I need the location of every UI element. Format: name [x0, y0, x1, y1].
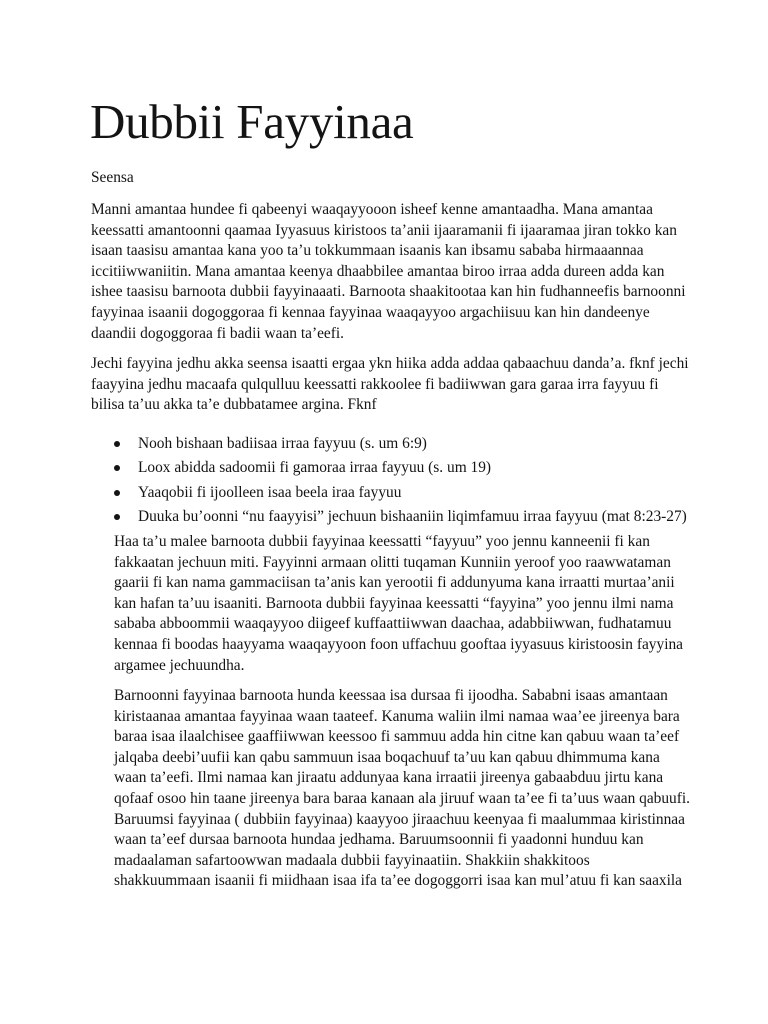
paragraph-line: madaalaman safartoowwan madaala dubbii fayyinaatiin. Shakkiin shakkitoos	[114, 851, 590, 869]
paragraph-line: Manni amantaa hundee fi qabeenyi waaqayyooon isheef kenne amantaadha. Mana amantaa	[91, 201, 653, 218]
bullet-icon	[114, 490, 120, 496]
paragraph-meaning	[91, 354, 701, 416]
paragraph-line: daandii dogoggoraa fi badii waan ta’eefi.	[91, 324, 344, 342]
paragraph-line: isaan taasisu amantaa kana yoo ta’u tokkummaan isaanis kan ibsamu sababa hirmaaannaa	[91, 242, 644, 260]
bullet-icon	[114, 514, 120, 520]
paragraph-line: Barnoonni fayyinaa barnoota hunda keessaa isa dursaa fi ijoodha. Sababni isaas amantaan	[114, 687, 668, 704]
paragraph-salvation-definition	[114, 532, 704, 676]
list-item	[114, 481, 687, 505]
bullet-icon	[114, 465, 120, 471]
bullet-icon	[114, 441, 120, 447]
paragraph-line: fakkaatan jechuun miti. Fayyinni armaan olitti tuqaman Kunniin yeroof yoo raawwataman	[114, 553, 671, 571]
paragraph-line: kan hafan ta’uu isaaniti. Barnoota dubbii fayyinaa keessatti “fayyina” yoo jennu ilmi nama	[114, 594, 674, 612]
paragraph-line: kiristaanaa amantaa fayyinaa waan taateef. Kanuma waliin ilmi namaa waa’ee jireenya bara	[114, 707, 680, 725]
paragraph-importance	[114, 686, 704, 892]
list-item	[114, 432, 687, 456]
list-item-text: Loox abidda sadoomii fi gamoraa irraa fayyuu (s. um 19)	[138, 459, 492, 477]
paragraph-line: bilisa ta’uu akka ta’e dubbatamee argina. Fknf	[91, 396, 377, 414]
list-item-text: Nooh bishaan badiisaa irraa fayyuu (s. um 6:9)	[138, 435, 427, 452]
section-heading: Seensa	[91, 169, 134, 186]
paragraph-line: faayyina jedhu macaafa qulqulluu keessatti rakkoolee fi badiiwwan gara garaa irra fayyuu fi	[91, 375, 659, 393]
paragraph-line: jalqaba deebi’uufii kan qabu sammuun isaa boqachuuf ta’uu kan qabuu dhimmuma kana	[114, 748, 660, 766]
paragraph-line: fayyinaa isaanii dogoggoraa fi kennaa fayyinaa waaqayyoo argachiisuu kan hin dandeenye	[91, 303, 650, 321]
document-title: Dubbii Fayyinaa	[90, 94, 414, 149]
paragraph-line: qofaaf osoo hin taane jireenya bara baraa kanaan ala jiruuf waan ta’ee fi ta’uus waan qabuufi.	[114, 789, 691, 807]
list-item	[114, 456, 687, 480]
paragraph-intro	[91, 200, 701, 344]
paragraph-line: ishee taasisu barnoota dubbii fayyinaaati. Barnoota shaakitootaa kan hin fudhanneefis barnoonni	[91, 283, 686, 301]
list-item-text: Yaaqobii fi ijoolleen isaa beela iraa fayyuu	[138, 483, 402, 501]
paragraph-line: shakkuummaan isaanii fi miidhaan isaa ifa ta’ee dogoggorri isaa kan mul’atuu fi kan saaxila	[114, 872, 682, 890]
paragraph-line: kennaa fi boodas haayyama waaqayyoon foon uffachuu gooftaa iyyasuus kiristoosin fayyina	[114, 635, 684, 653]
paragraph-line: Haa ta’u malee barnoota dubbii fayyinaa keessatti “fayyuu” yoo jennu kanneenii fi kan	[114, 533, 650, 550]
paragraph-line: waan ta’eef dursaa barnoota hundaa jedhama. Baruumsoonnii fi yaadonni hunduu kan	[114, 831, 644, 849]
paragraph-line: baraa isaa ilaalchisee gaaffiiwwan keessoo fi sammuu adda hin citne kan qabuu waan ta’eef	[114, 728, 680, 746]
paragraph-line: keessatti amantoonni qaamaa Iyyasuus kiristoos ta’anii ijaaramanii fi ijaaramaa jiran tokko kan	[91, 221, 677, 239]
list-item-text: Duuka bu’oonni “nu faayyisi” jechuun bishaaniin liqimfamuu irraa fayyuu (mat 8:23-27)	[138, 508, 687, 526]
paragraph-line: waan ta’eefi. Ilmi namaa kan jiraatu addunyaa kana irraatii jireenya gabaabduu jirtu kana	[114, 769, 664, 787]
list-item	[114, 505, 687, 529]
paragraph-line: Jechi fayyina jedhu akka seensa isaatti ergaa ykn hiika adda addaa qabaachuu danda’a. fknf jechi	[91, 355, 689, 372]
bullet-list	[114, 432, 687, 530]
paragraph-line: gaarii fi kan nama gammaciisan ta’anis kan yerootii fi addunyuma kana irraatti murtaa’anii	[114, 574, 675, 592]
paragraph-line: argamee jechuundha.	[114, 656, 245, 674]
paragraph-line: iccitiiwwaniitin. Mana amantaa keenya dhaabbilee amantaa biroo irraa adda dureen adda kan	[91, 262, 665, 280]
paragraph-line: sababa abboommii waaqayyoo diigeef kuffaattiiwwan daachaa, adabbiiwwan, fudhatamuu	[114, 615, 672, 633]
paragraph-line: Baruumsi fayyinaa ( dubbiin fayyinaa) kaayyoo jiraachuu keenyaa fi maalummaa kiristinnaa	[114, 810, 685, 828]
